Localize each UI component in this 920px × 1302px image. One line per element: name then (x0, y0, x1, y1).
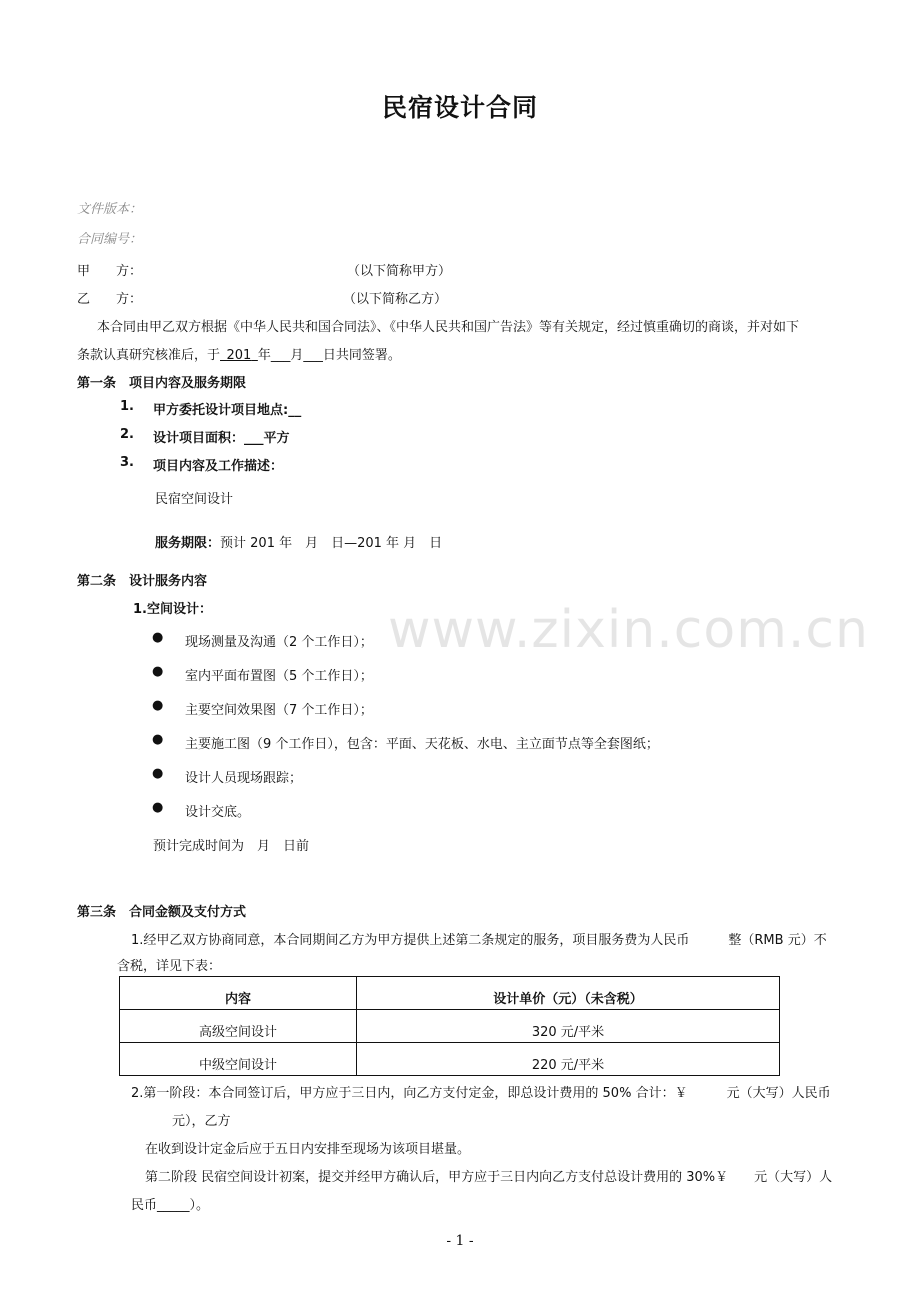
table-row (120, 1010, 780, 1043)
intro-line-2-pre: 条款认真研究核准后，于 (77, 348, 221, 363)
bullet-item-4: 主要施工图（9 个工作日），包含：平面、天花板、水电、主立面节点等全套图纸； (185, 737, 659, 752)
service-period (155, 532, 442, 551)
watermark-text: www.zixin.com.cn (388, 600, 869, 660)
stage-2-line-1: 第二阶段 民宿空间设计初案，提交并经甲方确认后，甲方应于三日内向乙方支付总设计费用的 30%￥ 元（大写）人 (145, 1170, 833, 1185)
project-content: 民宿空间设计 (155, 492, 234, 507)
service-period-text: 预计 201 年 月 日—201 年 月 日 (220, 536, 443, 551)
bullet-item-5: 设计人员现场跟踪； (185, 771, 303, 786)
article-1-item-1-num: 1. (120, 399, 134, 414)
service-period-label: 服务期限： (155, 536, 221, 551)
stage-1-line-3: 在收到设计定金后应于五日内安排至现场为该项目堪量。 (145, 1142, 471, 1157)
fee-paragraph-line-1: 1.经甲乙双方协商同意，本合同期间乙方为甲方提供上述第二条规定的服务，项目服务费为人民币 整（RMB 元）不 (131, 933, 827, 948)
bullet-item-1: 现场测量及沟通（2 个工作日）； (185, 635, 373, 650)
finish-time: 预计完成时间为 月 日前 (153, 839, 310, 854)
bullet-item-2: 室内平面布置图（5 个工作日）； (185, 669, 373, 684)
table-cell-content: 中级空间设计 (120, 1043, 357, 1076)
bullet-icon: ● (152, 766, 164, 781)
intro-year: 201 (226, 348, 252, 363)
bullet-item-6: 设计交底。 (185, 805, 251, 820)
document-title: 民宿设计合同 (381, 93, 538, 122)
article-1-item-3-num: 3. (120, 455, 134, 470)
intro-line-1: 本合同由甲乙双方根据《中华人民共和国合同法》、《中华人民共和国广告法》等有关规定，经过慎重确切的商谈，并对如下 (97, 320, 800, 335)
page-number: - 1 - (446, 1233, 474, 1249)
article-2-heading: 第二条 设计服务内容 (77, 574, 208, 589)
article-1-item-3-text: 项目内容及工作描述： (153, 459, 284, 474)
party-a-label: 甲 方： (77, 264, 143, 279)
space-design-subheading: 1.空间设计： (133, 602, 212, 617)
article-1-heading: 第一条 项目内容及服务期限 (77, 376, 247, 391)
bullet-icon: ● (152, 664, 164, 679)
stage-2-line-2: 民币_____）。 (131, 1198, 210, 1213)
stage-1-line-2: 元），乙方 (172, 1114, 231, 1129)
file-version-label: 文件版本： (77, 202, 143, 217)
bullet-icon: ● (152, 732, 164, 747)
article-1-item-2-text: 设计项目面积：___平方 (153, 431, 290, 446)
bullet-icon: ● (152, 800, 164, 815)
table-header-row (120, 977, 780, 1010)
contract-number-label: 合同编号： (77, 232, 143, 247)
table-cell-content: 高级空间设计 (120, 1010, 357, 1043)
table-header-price: 设计单价（元）（未含税） (357, 977, 780, 1010)
party-b-note: （以下简称乙方） (343, 292, 448, 307)
intro-line-2 (77, 344, 401, 363)
intro-line-2-post: 年___月___日共同签署。 (257, 348, 401, 363)
article-1-item-1-text: 甲方委托设计项目地点:__ (153, 403, 302, 418)
fee-paragraph-line-2: 含税，详见下表： (117, 959, 222, 974)
bullet-icon: ● (152, 630, 164, 645)
table-cell-price: 220 元/平米 (357, 1043, 780, 1076)
party-b-label: 乙 方： (77, 292, 143, 307)
party-a-note: （以下简称甲方） (347, 264, 452, 279)
bullet-item-3: 主要空间效果图（7 个工作日）； (185, 703, 373, 718)
bullet-icon: ● (152, 698, 164, 713)
stage-1-line-1: 2.第一阶段：本合同签订后，甲方应于三日内，向乙方支付定金，即总设计费用的 50% 合计：￥ 元（大写）人民币 (131, 1086, 831, 1101)
table-cell-price: 320 元/平米 (357, 1010, 780, 1043)
article-1-item-2-num: 2. (120, 427, 134, 442)
article-3-heading: 第三条 合同金额及支付方式 (77, 905, 247, 920)
fee-table (119, 976, 780, 1076)
table-header-content: 内容 (120, 977, 357, 1010)
table-row (120, 1043, 780, 1076)
